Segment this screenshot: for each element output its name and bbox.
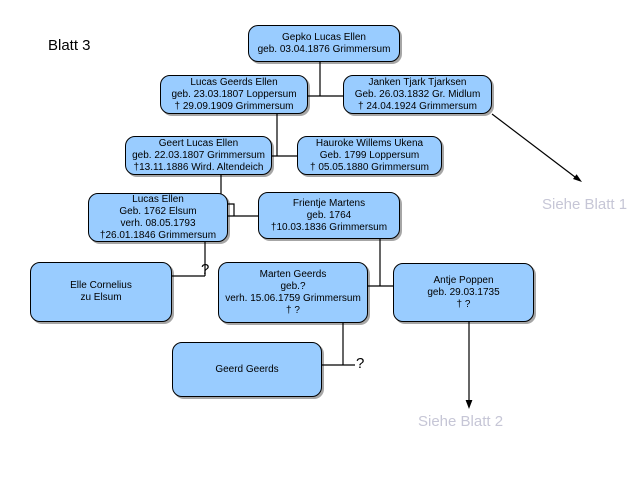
person-node-janken-tjark-tjarksen <box>343 75 492 114</box>
person-detail: † ? <box>286 304 300 316</box>
person-name: Lucas Ellen <box>132 193 184 205</box>
person-detail: † 24.04.1924 Grimmersum <box>358 100 477 112</box>
person-detail: geb. 29.03.1735 <box>427 286 500 298</box>
person-detail: †13.11.1886 Wird. Altendeich <box>133 161 264 173</box>
person-detail: verh. 08.05.1793 <box>120 217 196 229</box>
person-node-lucas-ellen <box>88 193 228 242</box>
person-name: Geert Lucas Ellen <box>158 137 239 149</box>
reference-siehe-blatt-2: Siehe Blatt 2 <box>418 413 504 430</box>
person-detail: Geb. 1799 Loppersum <box>319 149 420 161</box>
person-node-frientje-martens <box>258 192 400 239</box>
person-node-antje-poppen <box>393 263 534 322</box>
person-detail: † 05.05.1880 Grimmersum <box>310 161 429 173</box>
person-node-lucas-geerds-ellen <box>160 75 308 114</box>
person-name: Antje Poppen <box>433 274 494 286</box>
person-node-gepko-lucas-ellen <box>248 25 400 62</box>
person-detail: geb. 03.04.1876 Grimmersum <box>257 43 391 55</box>
person-name: Gepko Lucas Ellen <box>282 31 366 43</box>
person-detail: Geb. 26.03.1832 Gr. Midlum <box>354 88 481 100</box>
person-node-elle-cornelius <box>30 262 172 322</box>
person-detail: geb. 23.03.1807 Loppersum <box>171 88 297 100</box>
person-node-hauroke-willems-ukena <box>297 136 442 175</box>
person-detail: †26.01.1846 Grimmersum <box>99 229 217 241</box>
person-name: Marten Geerds <box>259 268 327 280</box>
person-node-marten-geerds <box>218 262 368 323</box>
person-detail: Geb. 1762 Elsum <box>119 205 197 217</box>
person-detail: verh. 15.06.1759 Grimmersum <box>225 292 361 304</box>
person-detail: †10.03.1836 Grimmersum <box>270 221 388 233</box>
person-name: Lucas Geerds Ellen <box>190 76 278 88</box>
person-detail: † 29.09.1909 Grimmersum <box>174 100 294 112</box>
person-name: Elle Cornelius <box>70 280 132 291</box>
person-name: Hauroke Willems Ukena <box>315 137 424 149</box>
arrow-to-blatt2 <box>466 322 473 409</box>
arrow-to-blatt1 <box>492 114 582 182</box>
person-detail: † ? <box>456 298 471 310</box>
person-name: Geerd Geerds <box>215 363 279 375</box>
person-detail: geb.? <box>280 280 306 292</box>
person-detail: geb. 1764 <box>306 209 352 221</box>
person-node-geert-lucas-ellen <box>125 136 272 175</box>
page-title: Blatt 3 <box>48 37 91 54</box>
person-name: Frientje Martens <box>292 197 366 209</box>
person-detail: geb. 22.03.1807 Grimmersum <box>132 149 265 161</box>
unknown-spouse-mark: ? <box>356 355 365 372</box>
person-name: Janken Tjark Tjarksen <box>368 76 467 88</box>
person-node-geerd-geerds <box>172 342 322 397</box>
person-detail: zu Elsum <box>80 292 122 303</box>
reference-siehe-blatt-1: Siehe Blatt 1 <box>542 196 628 213</box>
unknown-spouse-mark: ? <box>201 261 210 278</box>
